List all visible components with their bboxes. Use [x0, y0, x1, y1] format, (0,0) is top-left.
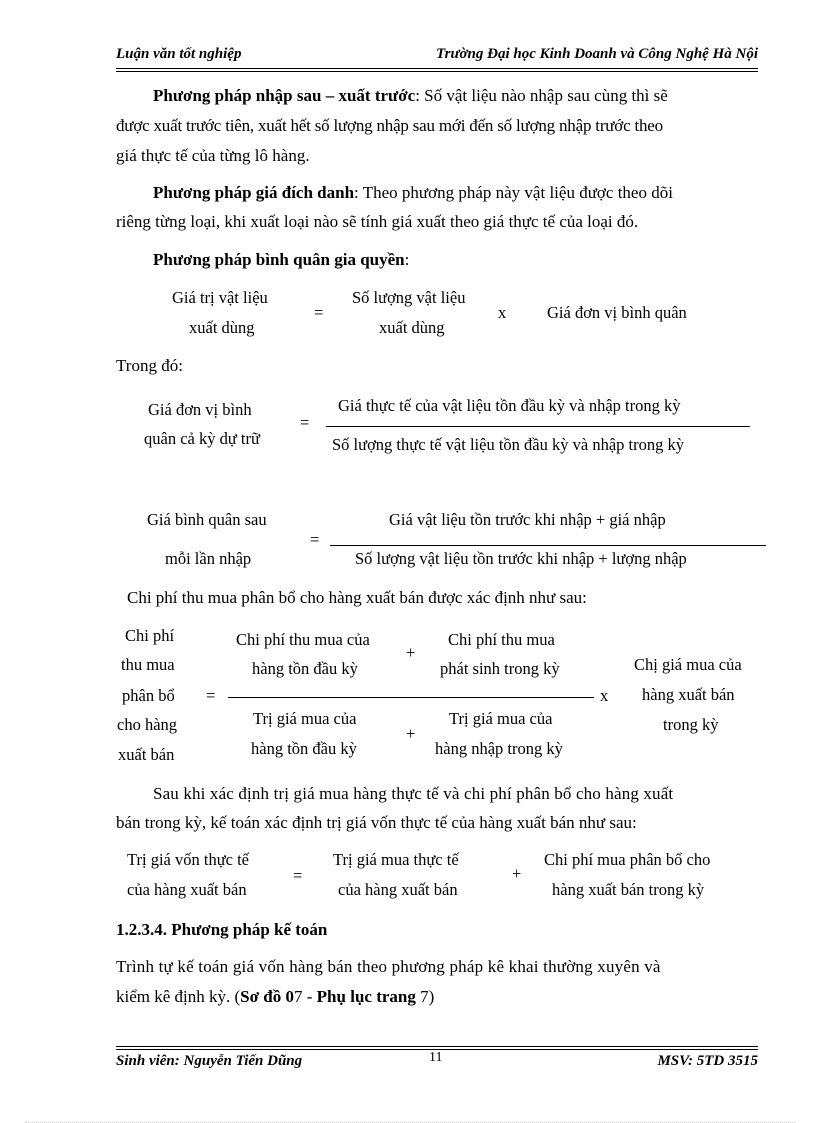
section-heading: 1.2.3.4. Phương pháp kế toán — [116, 920, 328, 939]
p2-bold: Phương pháp giá đích danh — [153, 183, 355, 202]
p5-bold2: Phụ lục trang — [316, 987, 421, 1006]
trong-do: Trong đó: — [116, 356, 183, 375]
f4-plus1: + — [406, 643, 416, 662]
f4-right-l2: hàng xuất bán — [642, 685, 735, 704]
f3-den: Số lượng vật liệu tồn trước khi nhập + lượng nhập — [355, 549, 687, 568]
f4-num-a-l2: hàng tồn đầu kỳ — [252, 659, 358, 678]
f5-c-l1: Chi phí mua phân bổ cho — [544, 850, 711, 869]
f4-num-b-l2: phát sinh trong kỳ — [440, 659, 560, 678]
chiphi-intro: Chi phí thu mua phân bổ cho hàng xuất bán được xác định như sau: — [127, 588, 587, 607]
f3-left-l1: Giá bình quân sau — [147, 510, 267, 529]
f1-op: x — [498, 303, 507, 322]
f4-op: x — [600, 686, 609, 705]
p5-bold1: Sơ đồ 0 — [240, 987, 294, 1006]
f4-left-3: phân bổ — [122, 686, 175, 705]
f3-num: Giá vật liệu tồn trước khi nhập + giá nhập — [389, 510, 666, 529]
f4-eq: = — [206, 686, 216, 705]
f2-fraction-bar — [326, 426, 750, 427]
p2-line1 — [153, 183, 673, 203]
p2-text1: : Theo phương pháp này vật liệu được theo dõi — [354, 183, 673, 202]
f2-eq: = — [300, 413, 310, 432]
f5-b-l2: của hàng xuất bán — [338, 880, 458, 899]
header-left: Luận văn tốt nghiệp — [116, 46, 242, 62]
footer-right: MSV: 5TD 3515 — [657, 1053, 758, 1069]
p3-bold: Phương pháp bình quân gia quyền — [153, 250, 405, 269]
p1-line1 — [153, 86, 668, 106]
f1-left-l2: xuất dùng — [189, 318, 255, 337]
f4-den-a-l1: Trị giá mua của — [253, 709, 357, 728]
f4-plus2: + — [406, 724, 416, 743]
p1-bold: Phương pháp nhập sau – xuất trước — [153, 86, 416, 105]
f2-den: Số lượng thực tế vật liệu tồn đầu kỳ và nhập trong kỳ — [332, 435, 684, 454]
page-number: 11 — [429, 1050, 443, 1065]
f5-c-l2: hàng xuất bán trong kỳ — [552, 880, 705, 899]
f1-mid-l2: xuất dùng — [379, 318, 445, 337]
p5-line2: kiểm kê định kỳ. (Sơ đồ 07 - Phụ lục trang 7) — [116, 987, 435, 1006]
p2-line2: riêng từng loại, khi xuất loại nào sẽ tính giá xuất theo giá thực tế của loại đó. — [116, 212, 639, 231]
f4-num-b-l1: Chi phí thu mua — [448, 630, 555, 649]
footer-left: Sinh viên: Nguyễn Tiến Dũng — [116, 1053, 303, 1069]
f5-a-l2: của hàng xuất bán — [127, 880, 247, 899]
f3-eq: = — [310, 530, 320, 549]
f4-left-2: thu mua — [121, 655, 175, 674]
f5-eq: = — [293, 866, 303, 885]
p4-line1: Sau khi xác định trị giá mua hàng thực tế và chi phí phân bổ cho hàng xuất — [153, 784, 674, 803]
f4-fraction-bar — [228, 697, 594, 698]
f4-den-a-l2: hàng tồn đầu kỳ — [251, 739, 357, 758]
f2-left-l2: quân cả kỳ dự trữ — [144, 429, 260, 448]
f2-num: Giá thực tế của vật liệu tồn đầu kỳ và nhập trong kỳ — [338, 396, 681, 415]
f4-right-l1: Chị giá mua của — [634, 655, 742, 674]
f4-num-a-l1: Chi phí thu mua của — [236, 630, 370, 649]
p4-line2: bán trong kỳ, kế toán xác định trị giá vốn thực tế của hàng xuất bán như sau: — [116, 813, 637, 832]
f4-den-b-l1: Trị giá mua của — [449, 709, 553, 728]
f4-left-1: Chi phí — [125, 626, 175, 645]
f4-left-4: cho hàng — [117, 715, 178, 734]
header-rule — [116, 68, 758, 72]
f3-fraction-bar — [330, 545, 766, 546]
f5-b-l1: Trị giá mua thực tế — [333, 850, 459, 869]
f3-left-l2: mỗi lần nhập — [165, 549, 252, 568]
f1-right: Giá đơn vị bình quân — [547, 303, 687, 322]
f1-mid-l1: Số lượng vật liệu — [352, 288, 466, 307]
header-right: Trường Đại học Kinh Doanh và Công Nghệ Hà Nội — [436, 46, 758, 62]
f1-eq: = — [314, 303, 324, 322]
p1-line2: được xuất trước tiên, xuất hết số lượng nhập sau mới đến số lượng nhập trước theo — [116, 116, 663, 135]
f4-left-5: xuất bán — [118, 745, 175, 764]
f4-right-l3: trong kỳ — [663, 715, 719, 734]
f4-den-b-l2: hàng nhập trong kỳ — [435, 739, 563, 758]
f5-plus: + — [512, 864, 522, 883]
p1-text1: : Số vật liệu nào nhập sau cùng thì sẽ — [415, 86, 668, 105]
p3-line: Phương pháp bình quân gia quyền: — [153, 250, 410, 269]
p5-line1: Trình tự kế toán giá vốn hàng bán theo phương pháp kê khai thường xuyên và — [116, 957, 661, 976]
p1-line3: giá thực tế của từng lô hàng. — [116, 146, 310, 165]
f5-a-l1: Trị giá vốn thực tế — [127, 850, 249, 869]
f2-left-l1: Giá đơn vị bình — [148, 400, 252, 419]
f1-left-l1: Giá trị vật liệu — [172, 288, 268, 307]
